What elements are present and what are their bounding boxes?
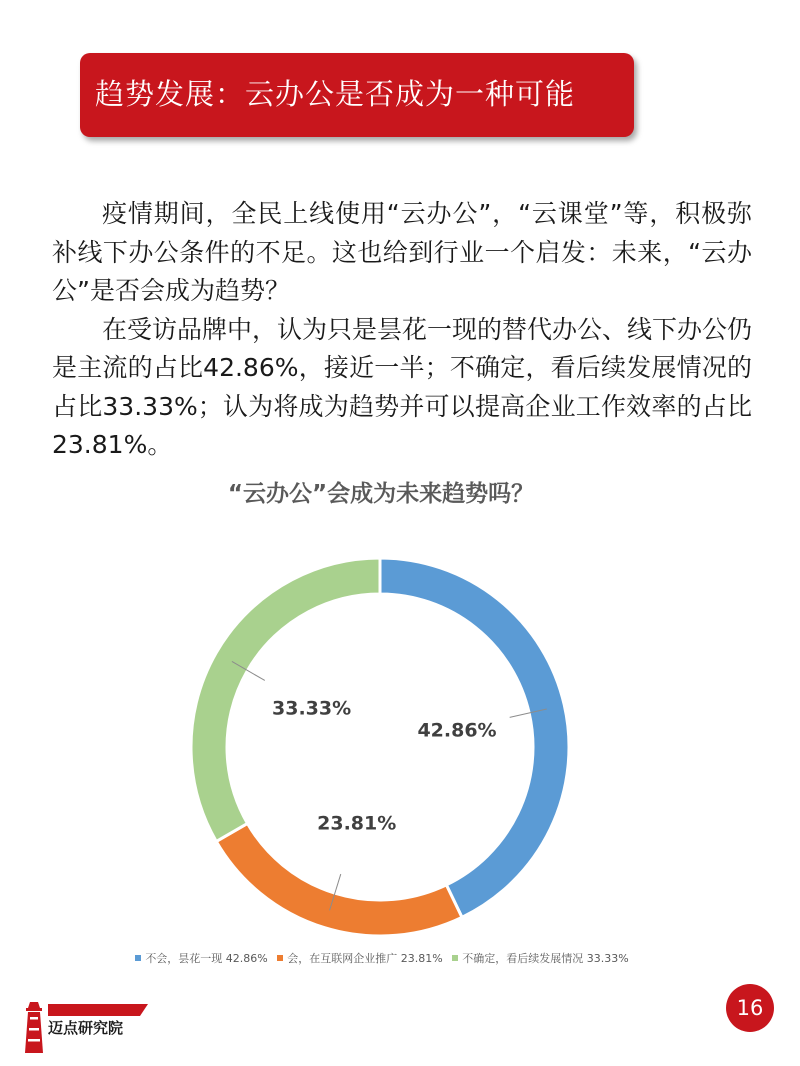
- legend-item-will: [277, 950, 442, 966]
- legend-label: 不确定，看后续发展情况 33.33%: [462, 952, 629, 965]
- donut-slices: [191, 558, 569, 936]
- legend-swatch-orange: [277, 955, 283, 961]
- data-labels: [272, 697, 497, 834]
- legend-item-unsure: [452, 950, 628, 966]
- chart-title: “云办公”会成为未来趋势吗？: [227, 481, 535, 507]
- legend-swatch-blue: [135, 955, 141, 961]
- body-text: [52, 195, 752, 465]
- data-label-wont: 42.86%: [417, 719, 497, 742]
- legend-label: 会，在互联网企业推广 23.81%: [287, 952, 443, 965]
- legend-label: 不会，昙花一现 42.86%: [145, 952, 268, 965]
- page-number: 16: [726, 984, 774, 1032]
- data-label-will: 23.81%: [317, 812, 397, 835]
- logo: [18, 998, 188, 1060]
- data-label-unsure: 33.33%: [272, 697, 352, 720]
- donut-chart: [0, 530, 764, 940]
- paragraph-intro: 疫情期间，全民上线使用“云办公”，“云课堂”等，积极弥补线下办公条件的不足。这也给到行业一个启发：未来，“云办公”是否会成为趋势？: [52, 199, 752, 305]
- page-title: 趋势发展：云办公是否成为一种可能: [95, 77, 576, 111]
- legend-item-wont: [135, 950, 267, 966]
- legend-swatch-green: [452, 955, 458, 961]
- logo-name: 迈点研究院: [48, 1019, 124, 1037]
- chart-legend: [0, 950, 764, 966]
- paragraph-findings: 在受访品牌中，认为只是昙花一现的替代办公、线下办公仍是主流的占比42.86%，接近一半；不确定，看后续发展情况的占比33.33%；认为将成为趋势并可以提高企业工作效率的占比23.81%。: [52, 314, 753, 459]
